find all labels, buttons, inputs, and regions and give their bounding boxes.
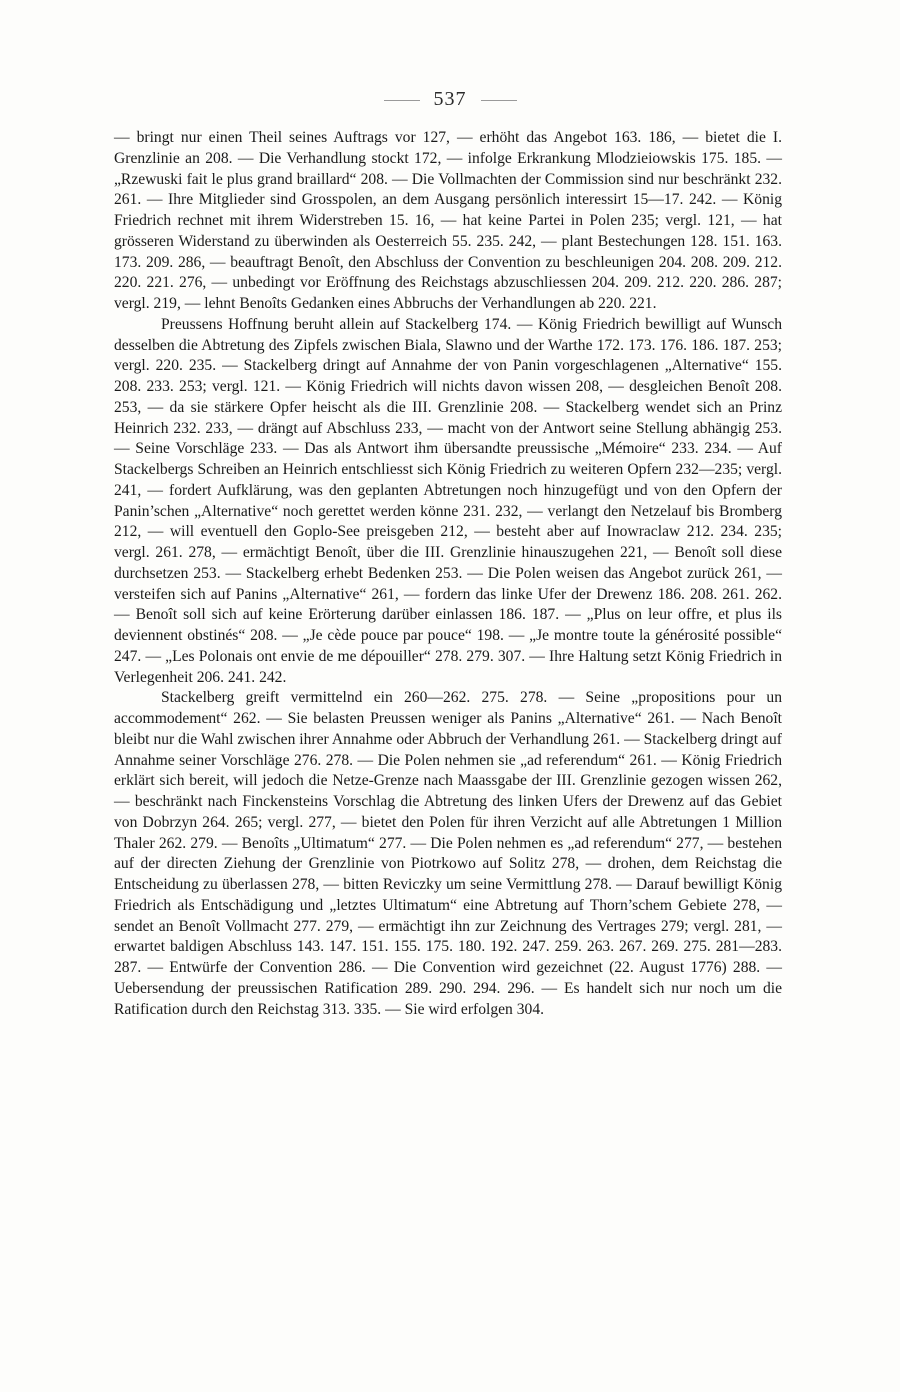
- page-header: [0, 88, 900, 111]
- header-rule-left: [384, 100, 420, 101]
- page-number: 537: [433, 88, 467, 110]
- index-text: [114, 128, 782, 1020]
- paragraph-3: Stackelberg greift vermittelnd ein 260—262. 275. 278. — Seine „propositions pour un accommodement“ 262. — Sie belasten Preussen weniger als Panins „Alternative“ 261. — Nach Benoît bleibt nur die Wahl zwischen ihrer Annahme oder Abbruch der Verhandlung 261. — Stackelberg dringt auf Annahme seiner Vorschläge 276. 278. — Die Polen nehmen sie „ad referendum“ 261. — König Friedrich erklärt sich bereit, will jedoch die Netze-Grenze nach Maassgabe der III. Grenzlinie gezogen wissen 262, — beschränkt nach Finckensteins Vorschlag die Abtretung des linken Ufers der Drewenz auf das Gebiet von Dobrzyn 264. 265; vergl. 277, — bietet den Polen für ihren Verzicht auf alle Abtretungen 1 Million Thaler 262. 279. — Benoîts „Ultimatum“ 277. — Die Polen nehmen es „ad referendum“ 277, — bestehen auf der directen Ziehung der Grenzlinie von Piotrkowo auf Solitz 278, — drohen, dem Reichstag die Entscheidung zu überlassen 278, — bitten Reviczky um seine Vermittlung 278. — Darauf bewilligt König Friedrich als Entschädigung und „letztes Ultimatum“ eine Abtretung auf Thorn’schem Gebiete 278, — sendet an Benoît Vollmacht 277. 279, — ermächtigt ihn zur Zeichnung des Vertrages 279; vergl. 281, — erwartet baldigen Abschluss 143. 147. 151. 155. 175. 180. 192. 247. 259. 263. 267. 269. 275. 281—283. 287. — Entwürfe der Convention 286. — Die Convention wird gezeichnet (22. August 1776) 288. — Uebersendung der preussischen Ratification 289. 290. 294. 296. — Es handelt sich nur noch um die Ratification durch den Reichstag 313. 335. — Sie wird erfolgen 304.: [114, 689, 782, 1018]
- paragraph-1: — bringt nur einen Theil seines Auftrags vor 127, — erhöht das Angebot 163. 186, — bietet die I. Grenzlinie an 208. — Die Verhandlung stockt 172, — infolge Erkrankung Mlodzieiowskis 175. 185. — „Rzewuski fait le plus grand braillard“ 208. — Die Vollmachten der Commission sind nur beschränkt 232. 261. — Ihre Mitglieder sind Grosspolen, an dem Ausgang persönlich interessirt 15—17. 242. — König Friedrich rechnet mit ihrem Widerstreben 15. 16, — hat keine Partei in Polen 235; vergl. 121, — hat grösseren Widerstand zu überwinden als Oesterreich 55. 235. 242, — plant Bestechungen 128. 151. 163. 173. 209. 286, — beauftragt Benoît, den Abschluss der Convention zu beschleunigen 204. 208. 209. 212. 220. 221. 276, — unbedingt vor Eröffnung des Reichstags abzuschliessen 204. 209. 212. 220. 286. 287; vergl. 219, — lehnt Benoîts Gedanken eines Abbruchs der Verhandlungen ab 220. 221.: [114, 129, 782, 312]
- header-rule-right: [481, 100, 517, 101]
- paragraph-2: Preussens Hoffnung beruht allein auf Stackelberg 174. — König Friedrich bewilligt auf Wunsch desselben die Abtretung des Zipfels zwischen Biala, Slawno und der Warthe 172. 173. 176. 186. 187. 253; vergl. 220. 235. — Stackelberg dringt auf Annahme der von Panin vorgeschlagenen „Alternative“ 155. 208. 233. 253; vergl. 121. — König Friedrich will nichts davon wissen 208, — desgleichen Benoît 208. 253, — da sie stärkere Opfer heischt als die III. Grenzlinie 208. — Stackelberg wendet sich an Prinz Heinrich 232. 233, — drängt auf Abschluss 233, — macht von der Antwort seine Stellung abhängig 253. — Seine Vorschläge 233. — Das als Antwort ihm übersandte preussische „Mémoire“ 233. 234. — Auf Stackelbergs Schreiben an Heinrich entschliesst sich König Friedrich zu weiteren Opfern 232—235; vergl. 241, — fordert Aufklärung, was den geplanten Abtretungen noch hinzugefügt und von den Opfern der Panin’schen „Alternative“ noch gerettet werden könne 231. 232, — verlangt den Netzelauf bis Bromberg 212, — will eventuell den Goplo-See preisgeben 212, — besteht aber auf Inowraclaw 212. 234. 235; vergl. 261. 278, — ermächtigt Benoît, über die III. Grenzlinie hinauszugehen 221, — Benoît soll diese durchsetzen 253. — Stackelberg erhebt Bedenken 253. — Die Polen weisen das Angebot zurück 261, — versteifen sich auf Panins „Alternative“ 261, — fordern das linke Ufer der Drewenz 186. 208. 261. 262. — Benoît soll sich auf keine Erörterung darüber einlassen 186. 187. — „Plus on leur offre, et plus ils deviennent obstinés“ 208. — „Je cède pouce par pouce“ 198. — „Je montre toute la générosité possible“ 247. — „Les Polonais ont envie de me dépouiller“ 278. 279. 307. — Ihre Haltung setzt König Friedrich in Verlegenheit 206. 241. 242.: [114, 315, 782, 686]
